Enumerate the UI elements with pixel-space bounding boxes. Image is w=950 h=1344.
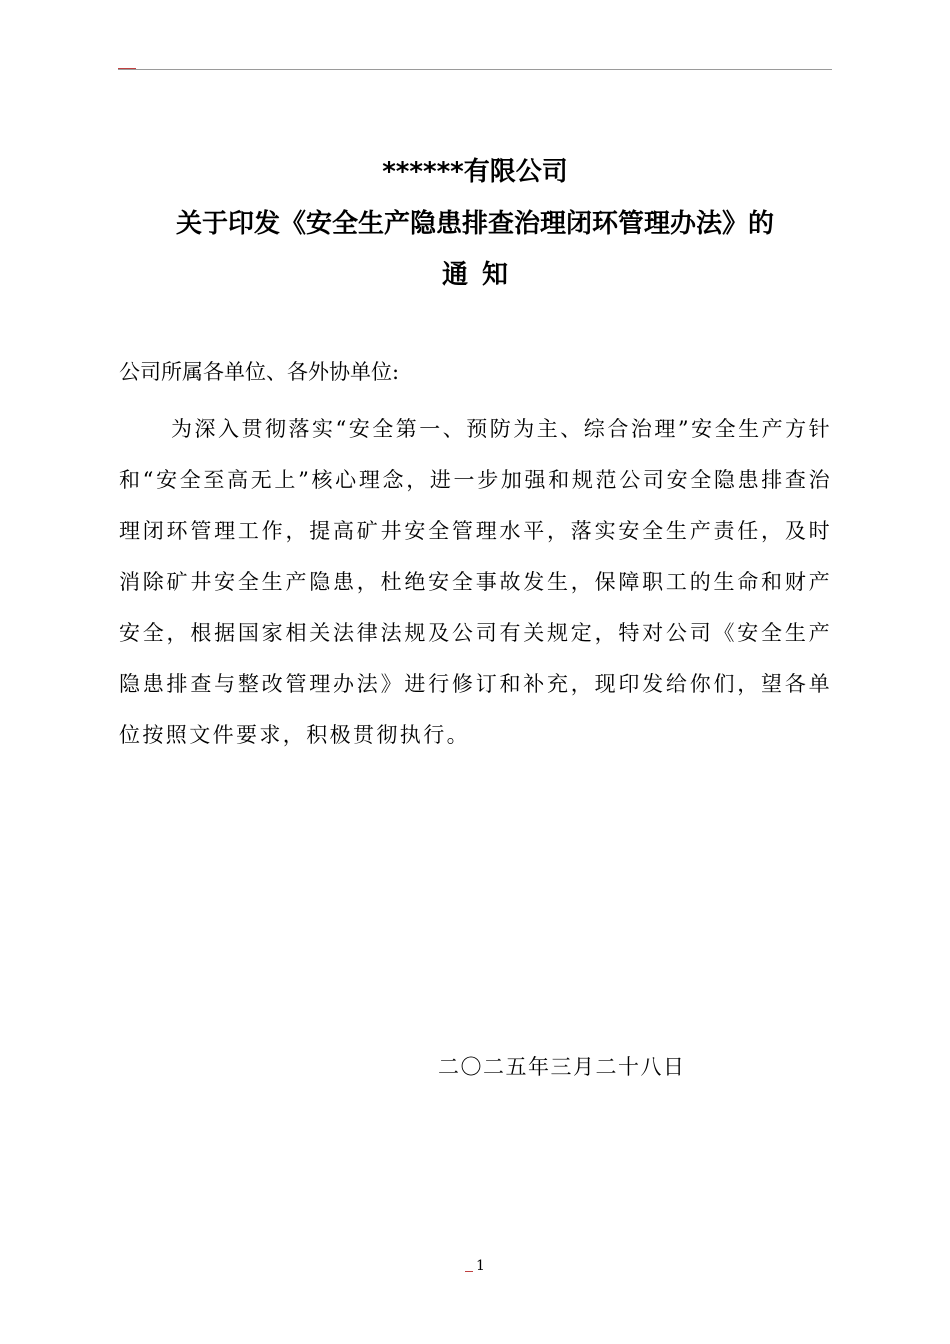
header-rule [118, 69, 832, 70]
page-number-mark [465, 1271, 473, 1272]
notice-subject: 关于印发《安全生产隐患排查治理闭环管理办法》的 [175, 209, 774, 239]
notice-heading: 通知 [441, 260, 522, 290]
page-number-value: 1 [476, 1258, 485, 1274]
header-mark [118, 68, 136, 69]
body-paragraph: 为深入贯彻落实“安全第一、预防为主、综合治理”安全生产方针和“安全至高无上”核心理念，进一步加强和规范公司安全隐患排查治理闭环管理工作，提高矿井安全管理水平，落实安全生产责任，及时消除矿井安全生产隐患，杜绝安全事故发生，保障职工的生命和财产安全，根据国家相关法律法规及公司有关规定，特对公司《安全生产隐患排查与整改管理办法》进行修订和补充，现印发给你们，望各单位按照文件要求，积极贯彻执行。 [119, 417, 832, 747]
company-title: ******有限公司 [382, 157, 568, 187]
page-number [0, 1257, 950, 1275]
salutation: 公司所属各单位、各外协单位: [119, 360, 400, 384]
issue-date: 二〇二五年三月二十八日 [438, 1055, 686, 1079]
